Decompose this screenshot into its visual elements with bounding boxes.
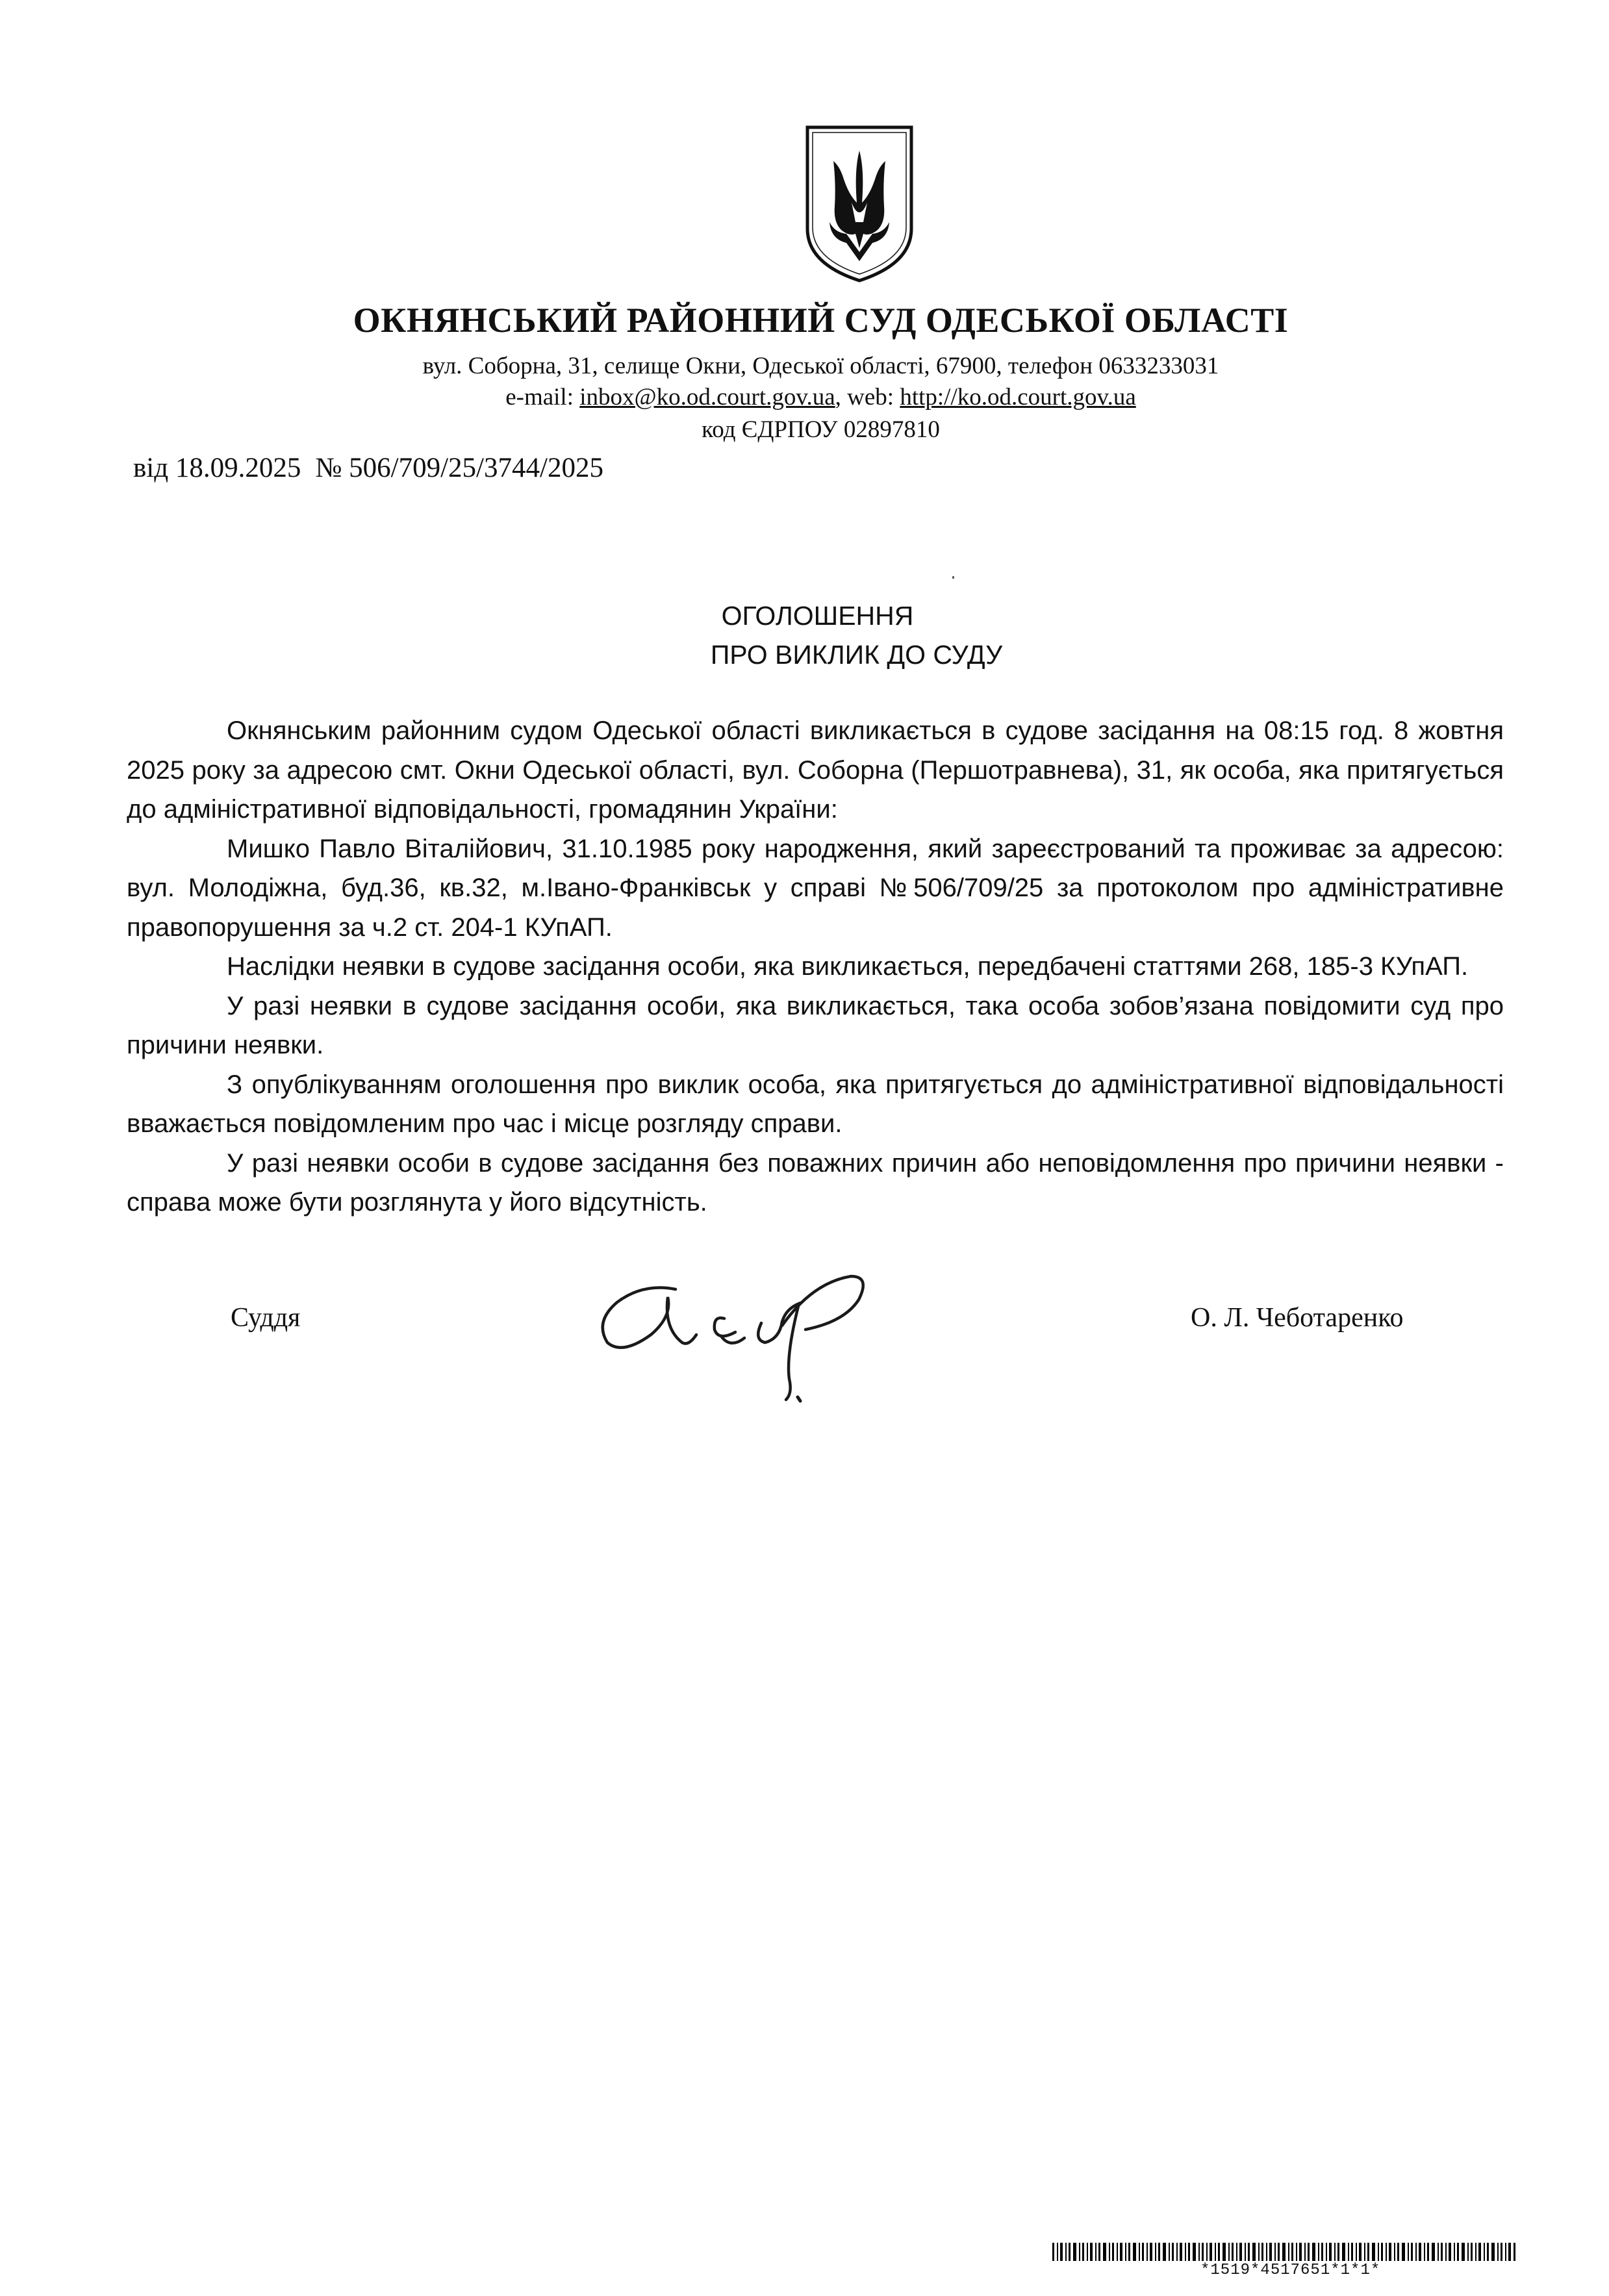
barcode — [1052, 2243, 1517, 2261]
paragraph-absence: У разі неявки особи в судове засідання без поважних причин або неповідомлення про причини неявки - справа може бути розглянута у його відсутність. — [127, 1148, 1504, 1217]
edrpou-code: код ЄДРПОУ 02897810 — [702, 416, 940, 443]
judge-role: Суддя — [231, 1303, 301, 1333]
email-label: e-mail: — [505, 384, 580, 410]
court-contacts — [0, 383, 1609, 411]
court-address: вул. Соборна, 31, селище Окни, Одеської області, 67900, телефон 0633233031 — [422, 353, 1219, 379]
scan-speck — [952, 576, 954, 579]
court-name: ОКНЯНСЬКИЙ РАЙОННИЙ СУД ОДЕСЬКОЇ ОБЛАСТІ — [353, 301, 1289, 340]
web-label: , web: — [835, 384, 900, 410]
web-link[interactable]: http://ko.od.court.gov.ua — [900, 384, 1136, 410]
notice-body — [127, 711, 1504, 1222]
notice-subtitle: ПРО ВИКЛИК ДО СУДУ — [710, 640, 1003, 670]
paragraph-publication: З опублікуванням оголошення про виклик особа, яка притягується до адміністративної відповідальності вважається повідомленим про час і місце розгляду справи. — [127, 1070, 1504, 1138]
barcode-text: *1519*4517651*1*1* — [1200, 2262, 1381, 2279]
notice-title: ОГОЛОШЕННЯ — [721, 601, 914, 631]
coat-of-arms-icon — [804, 125, 915, 283]
document-number: № 506/709/25/3744/2025 — [315, 453, 603, 483]
judge-name: О. Л. Чеботаренко — [1191, 1303, 1404, 1333]
document-reference — [133, 452, 603, 484]
paragraph-person: Мишко Павло Віталійович, 31.10.1985 року народження, який зареєстрований та проживає за адресою: вул. Молодіжна, буд.36, кв.32, м.Івано-Франківськ у справі №506/709/25 за протоколом про адміністративне правопорушення за ч.2 ст. 204-1 КУпАП. — [127, 834, 1504, 942]
paragraph-obligation: У разі неявки в судове засідання особи, яка викликається, така особа зобов’язана повідомити суд про причини неявки. — [127, 991, 1504, 1059]
email-link[interactable]: inbox@ko.od.court.gov.ua — [579, 384, 835, 410]
paragraph-summons: Окнянським районним судом Одеської області викликається в судове засідання на 08:15 год. 8 жовтня 2025 року за адресою смт. Окни Одеської області, вул. Соборна (Першотравнева), 31, як особа, яка притягується до адміністративної відповідальності, громадянин України: — [127, 716, 1504, 824]
document-date: від 18.09.2025 — [133, 453, 301, 483]
handwritten-signature — [591, 1270, 929, 1406]
paragraph-consequences: Наслідки неявки в судове засідання особи, яка викликається, передбачені статтями 268, 185-3 КУпАП. — [227, 952, 1469, 981]
